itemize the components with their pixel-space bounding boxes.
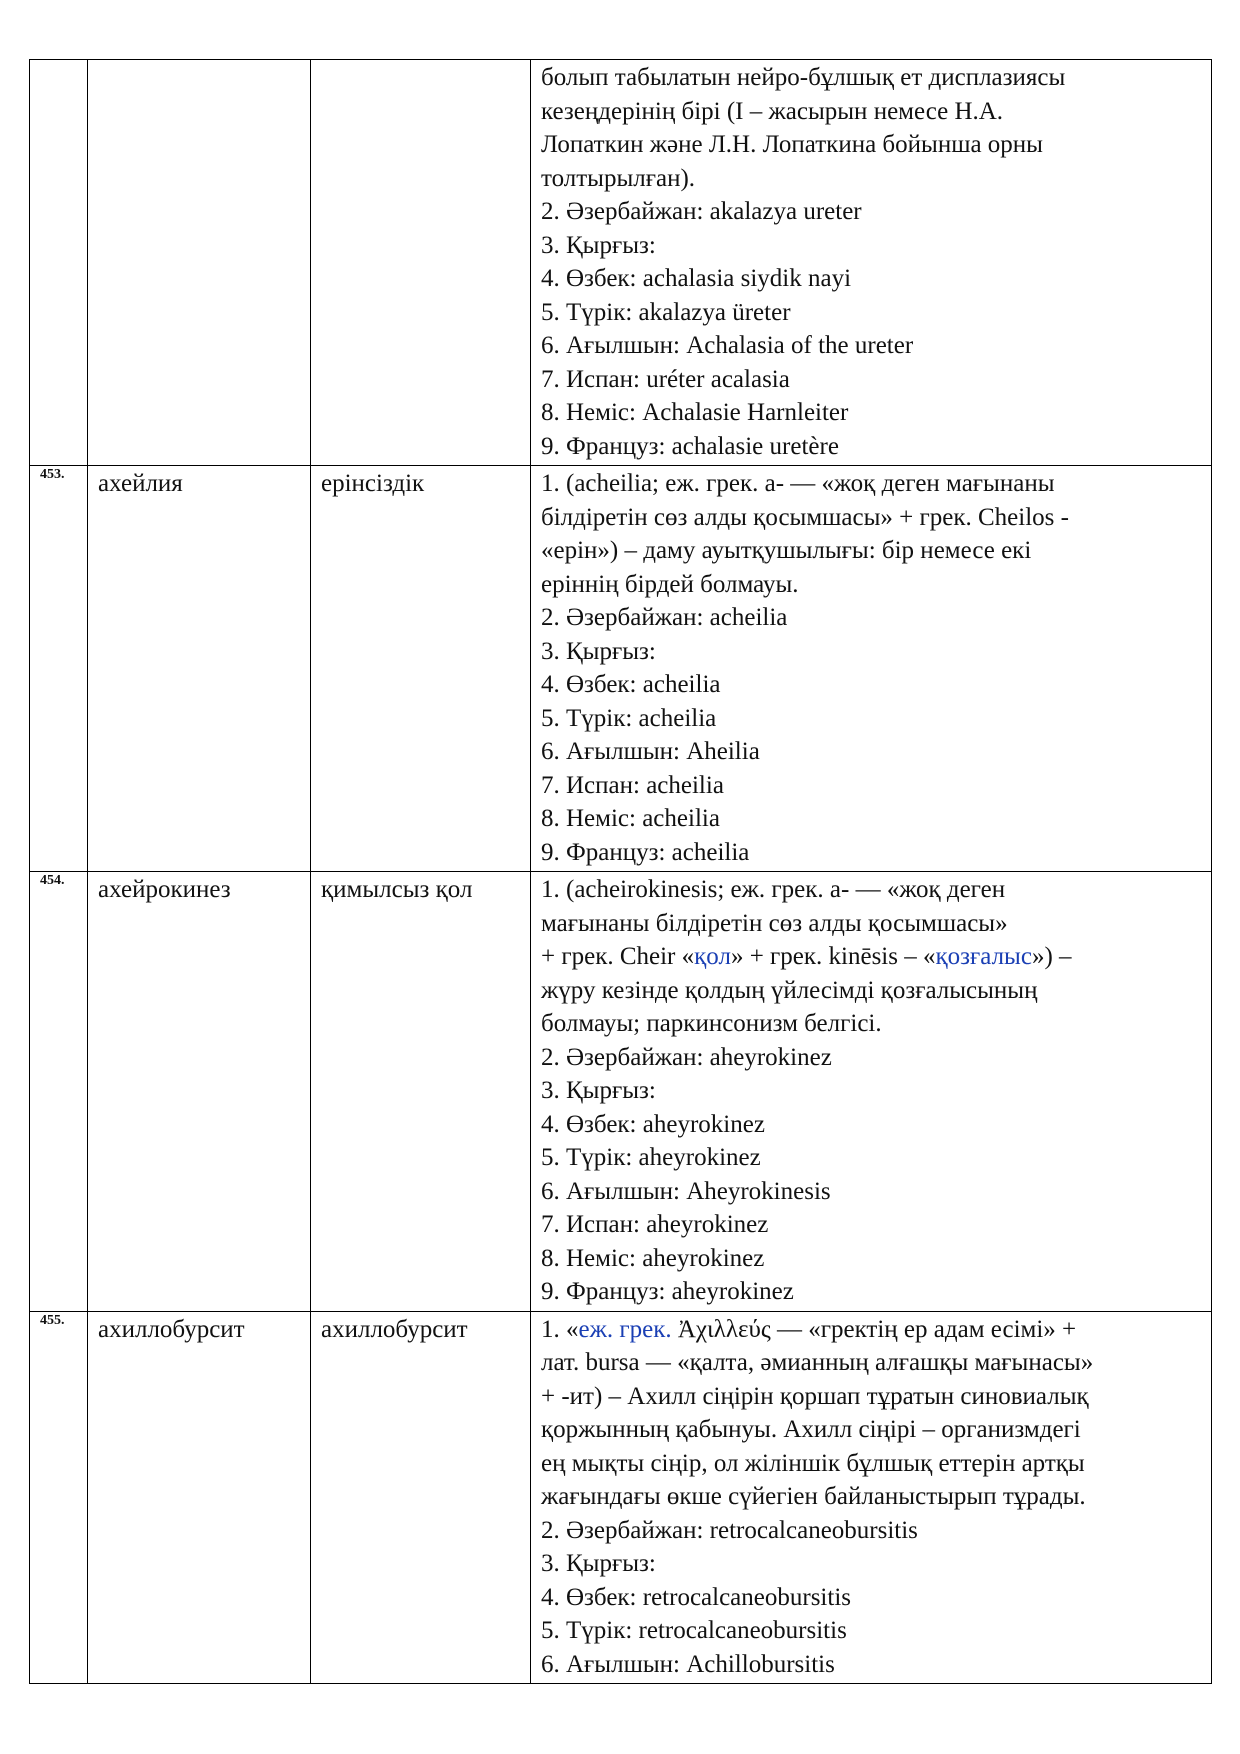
definition-line: 1. (acheilia; еж. грек. а- — «жоқ деген мағынаны [541, 470, 1055, 497]
translation-line: 7. Испан: acheilia [541, 771, 724, 799]
translation-line: 3. Қырғыз: [541, 231, 656, 259]
entry-term: ахейлия [88, 466, 311, 872]
translation-line: 4. Өзбек: retrocalcaneobursitis [541, 1583, 851, 1611]
ancient-greek-link: еж. грек. [578, 1315, 672, 1343]
entry-number: 454. [30, 872, 88, 1312]
entry-kazakh-term: ерінсіздік [311, 466, 531, 872]
entry-definition [531, 466, 1212, 872]
table-row [30, 1311, 1212, 1684]
table-row [30, 60, 1212, 466]
entry-kazakh-term: ахиллобурсит [311, 1311, 531, 1684]
definition-line: ең мықты сіңір, ол жіліншік бұлшық еттерін артқы [541, 1449, 1085, 1477]
translation-line: 3. Қырғыз: [541, 637, 656, 665]
table-row [30, 466, 1212, 872]
definition-text: Ἀχιλλεύς — «гректің ер адам есімі» + [671, 1315, 1077, 1343]
definition-text: ») – [1031, 943, 1072, 970]
entry-definition [531, 60, 1212, 466]
definition-text: + грек. Cheir « [541, 943, 695, 970]
entry-kazakh-term: қимылсыз қол [311, 872, 531, 1312]
translation-line: 6. Ағылшын: Aheilia [541, 738, 760, 765]
translation-line: 5. Түрік: acheilia [541, 704, 717, 732]
entry-term [88, 60, 311, 466]
definition-line: болып табылатын нейро-бұлшық ет дисплазиясы [541, 64, 1066, 91]
definition-line: Лопаткин және Л.Н. Лопаткина бойынша орны [541, 131, 1043, 158]
definition-line [541, 1313, 1205, 1347]
definition-line: лат. bursa — «қалта, әмианның алғашқы мағынасы» [541, 1349, 1094, 1376]
entry-definition [531, 872, 1212, 1312]
translation-line: 4. Өзбек: acheilia [541, 671, 721, 698]
translation-line: 8. Неміс: aheyrokinez [541, 1244, 765, 1272]
translation-line: 2. Әзербайжан: aheyrokinez [541, 1043, 832, 1071]
definition-line: еріннің бірдей болмауы. [541, 570, 799, 598]
definition-line: қоржынның қабынуы. Ахилл сіңірі – организмдегі [541, 1416, 1081, 1443]
entry-term: ахейрокинез [88, 872, 311, 1312]
translation-line: 9. Француз: aheyrokinez [541, 1278, 794, 1305]
entry-number: 453. [30, 466, 88, 872]
translation-line: 6. Ағылшын: Achillobursitis [541, 1650, 835, 1678]
definition-line: толтырылған). [541, 164, 696, 192]
table-row [30, 872, 1212, 1312]
entry-term: ахиллобурсит [88, 1311, 311, 1684]
translation-line: 6. Ағылшын: Achalasia of the ureter [541, 332, 914, 359]
entry-kazakh-term [311, 60, 531, 466]
translation-line: 6. Ағылшын: Aheyrokinesis [541, 1177, 831, 1205]
translation-line: 5. Түрік: aheyrokinez [541, 1144, 761, 1171]
motion-link-word: қозғалыс [935, 943, 1032, 970]
definition-line: + -ит) – Ахилл сіңірін қоршап тұратын синовиалық [541, 1382, 1089, 1410]
entry-definition [531, 1311, 1212, 1684]
translation-line: 3. Қырғыз: [541, 1077, 656, 1104]
translation-line: 3. Қырғыз: [541, 1550, 656, 1577]
definition-text: » + грек. kinēsis – « [730, 943, 936, 970]
translation-line: 8. Неміс: acheilia [541, 805, 720, 832]
translation-line: 9. Француз: acheilia [541, 838, 750, 866]
translation-line: 4. Өзбек: aheyrokinez [541, 1110, 765, 1138]
translation-line: 4. Өзбек: achalasia siydik nayi [541, 265, 852, 292]
translation-line: 2. Әзербайжан: acheilia [541, 604, 788, 631]
definition-text: 1. « [541, 1315, 579, 1343]
definition-line: «ерін») – даму ауытқушылығы: бір немесе екі [541, 537, 1032, 564]
translation-line: 7. Испан: uréter acalasia [541, 365, 790, 393]
translation-line: 2. Әзербайжан: retrocalcaneobursitis [541, 1516, 918, 1544]
translation-line: 2. Әзербайжан: akalazya ureter [541, 198, 862, 225]
dictionary-table [29, 59, 1212, 1684]
definition-line: білдіретін сөз алды қосымшасы» + грек. Cheilos - [541, 503, 1069, 531]
definition-line: жағындағы өкше сүйегіен байланыстырып тұрады. [541, 1483, 1086, 1510]
definition-line: 1. (acheirokinesis; еж. грек. а- — «жоқ деген [541, 876, 1006, 903]
entry-number [30, 60, 88, 466]
definition-line: болмауы; паркинсонизм белгісі. [541, 1010, 882, 1037]
definition-line: кезеңдерінің бірі (I – жасырын немесе Н.А. [541, 97, 1004, 125]
translation-line: 7. Испан: aheyrokinez [541, 1211, 769, 1238]
translation-line: 9. Француз: achalasie uretère [541, 432, 839, 460]
translation-line: 5. Түрік: retrocalcaneobursitis [541, 1617, 847, 1644]
hand-link-word: қол [694, 943, 731, 970]
entry-number: 455. [30, 1311, 88, 1684]
translation-line: 8. Неміс: Achalasie Harnleiter [541, 399, 849, 426]
definition-line: жүру кезінде қолдың үйлесімді қозғалысының [541, 976, 1038, 1004]
translation-line: 5. Түрік: akalazya üreter [541, 298, 791, 326]
definition-line: мағынаны білдіретін сөз алды қосымшасы» [541, 909, 1008, 937]
definition-line [541, 940, 1205, 974]
